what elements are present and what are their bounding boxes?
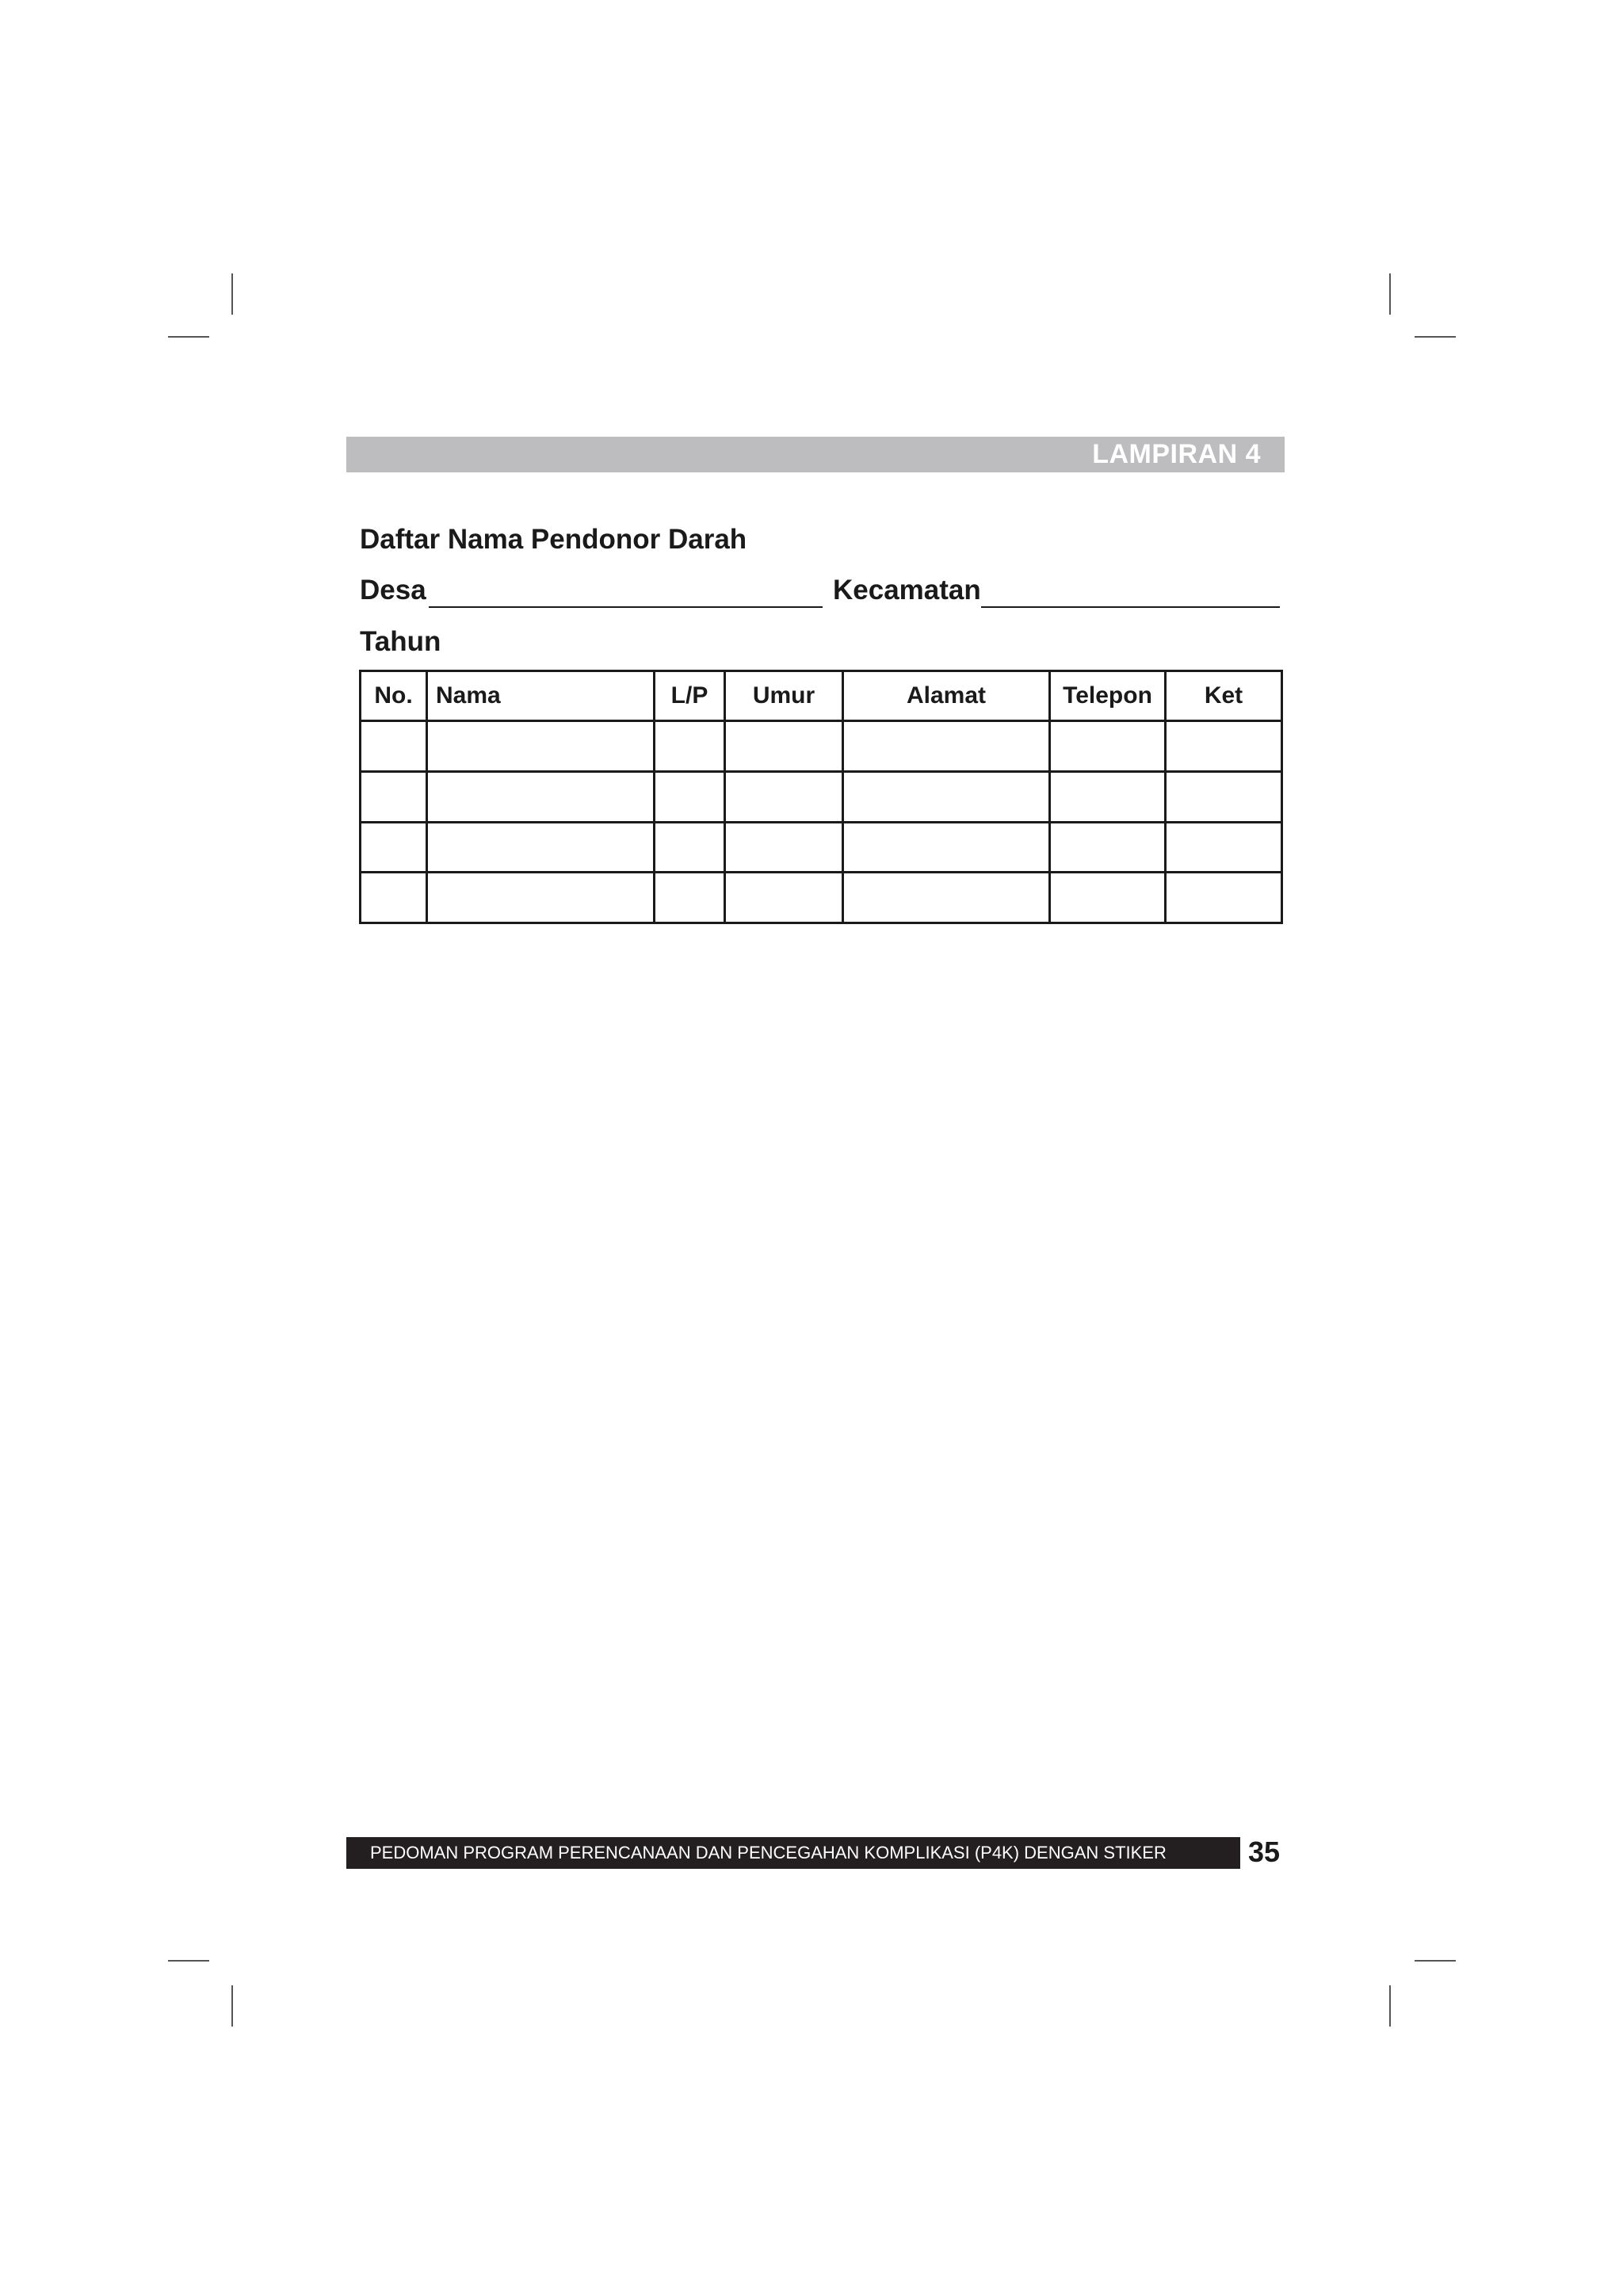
table-cell[interactable] [725, 873, 843, 923]
table-cell[interactable] [655, 822, 725, 873]
table-cell[interactable] [427, 721, 655, 772]
table-row [361, 873, 1282, 923]
table-cell[interactable] [1166, 822, 1282, 873]
table-cell[interactable] [1166, 873, 1282, 923]
appendix-header-bar [346, 437, 1285, 472]
table-cell[interactable] [1166, 721, 1282, 772]
table-cell[interactable] [427, 771, 655, 822]
desa-field[interactable] [429, 606, 823, 608]
table-cell[interactable] [725, 822, 843, 873]
table-header-row [361, 671, 1282, 721]
table-cell[interactable] [725, 771, 843, 822]
kecamatan-field[interactable] [981, 606, 1280, 608]
crop-mark [1415, 336, 1456, 338]
crop-mark [231, 1985, 233, 2027]
table-cell[interactable] [843, 822, 1050, 873]
table-cell[interactable] [1050, 721, 1166, 772]
table-cell[interactable] [843, 721, 1050, 772]
column-header-no: No. [361, 671, 427, 721]
table-cell[interactable] [1050, 822, 1166, 873]
table-cell[interactable] [427, 873, 655, 923]
table-cell[interactable] [427, 822, 655, 873]
crop-mark [168, 336, 209, 338]
footer-bar [346, 1837, 1240, 1869]
kecamatan-label: Kecamatan [833, 575, 981, 606]
table-cell[interactable] [725, 721, 843, 772]
table-row [361, 721, 1282, 772]
crop-mark [168, 1960, 209, 1962]
crop-mark [1415, 1960, 1456, 1962]
footer-title: PEDOMAN PROGRAM PERENCANAAN DAN PENCEGAHAN KOMPLIKASI (P4K) DENGAN STIKER [370, 1843, 1167, 1862]
column-header-telepon: Telepon [1050, 671, 1166, 721]
crop-mark [231, 273, 233, 315]
crop-mark [1389, 273, 1391, 315]
appendix-label: LAMPIRAN 4 [1092, 439, 1261, 469]
table-cell[interactable] [1166, 771, 1282, 822]
table-cell[interactable] [361, 721, 427, 772]
table-cell[interactable] [361, 873, 427, 923]
table-cell[interactable] [361, 771, 427, 822]
desa-label: Desa [360, 575, 426, 606]
table-cell[interactable] [843, 771, 1050, 822]
table-row [361, 822, 1282, 873]
table-cell[interactable] [361, 822, 427, 873]
table-cell[interactable] [655, 721, 725, 772]
page-number: 35 [1248, 1836, 1281, 1868]
column-header-ket: Ket [1166, 671, 1282, 721]
column-header-nama: Nama [427, 671, 655, 721]
table-row [361, 771, 1282, 822]
column-header-alamat: Alamat [843, 671, 1050, 721]
table-cell[interactable] [1050, 873, 1166, 923]
table-cell[interactable] [655, 771, 725, 822]
form-title: Daftar Nama Pendonor Darah [360, 524, 747, 555]
table-cell[interactable] [655, 873, 725, 923]
donor-table [359, 670, 1283, 924]
crop-mark [1389, 1985, 1391, 2027]
column-header-umur: Umur [725, 671, 843, 721]
table-cell[interactable] [1050, 771, 1166, 822]
column-header-lp: L/P [655, 671, 725, 721]
table-cell[interactable] [843, 873, 1050, 923]
tahun-label: Tahun [360, 626, 441, 657]
